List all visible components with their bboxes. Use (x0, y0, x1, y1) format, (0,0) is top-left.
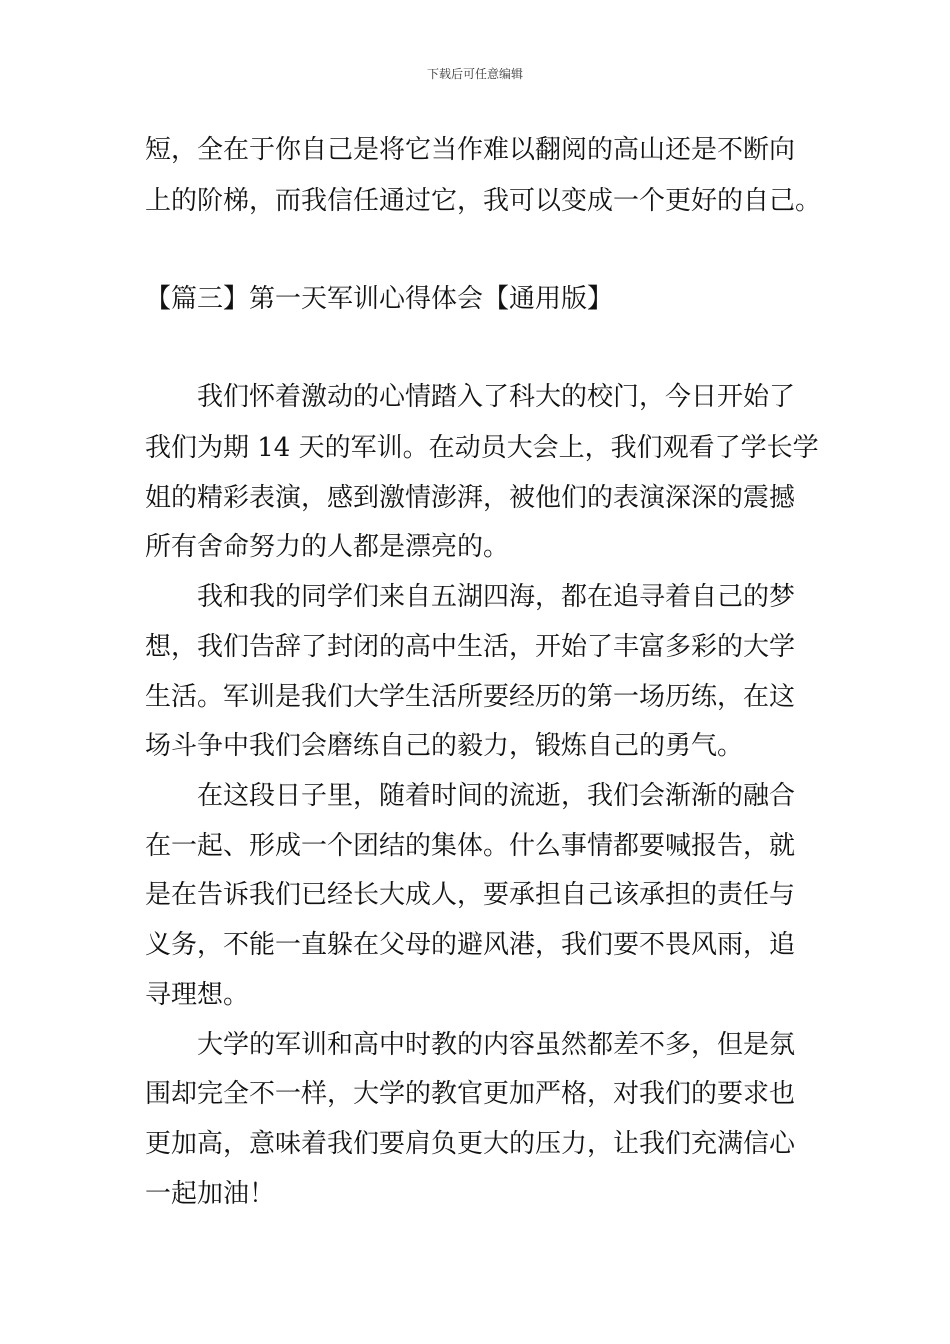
text-line: 一起加油！ (145, 1179, 276, 1209)
text-line: 我们怀着激动的心情踏入了科大的校门，今日开始了 (197, 382, 796, 412)
text-line: 义务，不能一直躲在父母的避风港，我们要不畏风雨，追 (145, 930, 796, 960)
text-line: 我和我的同学们来自五湖四海，都在追寻着自己的梦 (197, 582, 796, 612)
text-line: 更加高，意味着我们要肩负更大的压力，让我们充满信心 (145, 1129, 796, 1159)
text-line: 在一起、形成一个团结的集体。什么事情都要喊报告，就 (145, 831, 796, 861)
text-line: 短，全在于你自己是将它当作难以翻阅的高山还是不断向 (145, 135, 796, 165)
text-line: 想，我们告辞了封闭的高中生活，开始了丰富多彩的大学 (145, 632, 796, 662)
text-line: 在这段日子里，随着时间的流逝，我们会渐渐的融合 (197, 781, 796, 811)
text-line: 所有舍命努力的人都是漂亮的。 (145, 532, 510, 562)
text-line: 我们为期 14 天的军训。在动员大会上，我们观看了学长学 (145, 433, 819, 463)
text-line: 是在告诉我们已经长大成人，要承担自己该承担的责任与 (145, 880, 796, 910)
text-line: 寻理想。 (145, 980, 250, 1010)
text-line: 姐的精彩表演，感到激情澎湃，被他们的表演深深的震撼 (145, 483, 796, 513)
text-line: 大学的军训和高中时教的内容虽然都差不多，但是氛 (197, 1030, 796, 1060)
text-line: 围却完全不一样，大学的教官更加严格，对我们的要求也 (145, 1079, 796, 1109)
page-header: 下载后可任意编辑 (426, 67, 523, 81)
text-line: 上的阶梯，而我信任通过它，我可以变成一个更好的自己。 (145, 186, 822, 216)
text-line: 场斗争中我们会磨练自己的毅力，锻炼自己的勇气。 (145, 731, 744, 761)
section-title: 【篇三】第一天军训心得体会【通用版】 (145, 284, 614, 314)
text-line: 生活。军训是我们大学生活所要经历的第一场历练，在这 (145, 682, 796, 712)
